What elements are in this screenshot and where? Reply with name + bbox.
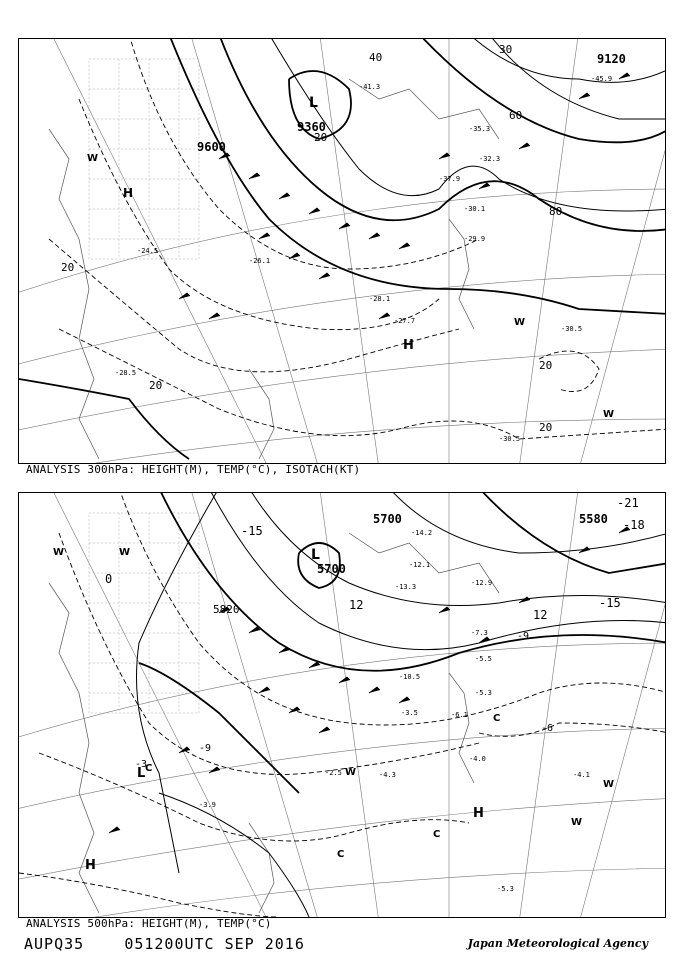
warm-marker: W xyxy=(603,779,615,790)
temp-contour-label: -9 xyxy=(199,743,212,754)
high-pressure-marker: H xyxy=(473,806,484,821)
isotach-label: 20 xyxy=(539,359,553,372)
temperature-value: -28.1 xyxy=(369,295,391,303)
temperature-value: -30.5 xyxy=(499,435,521,443)
temperature-value: -30.1 xyxy=(464,205,486,213)
low-pressure-marker: L xyxy=(309,95,318,111)
warm-marker: W xyxy=(603,409,615,420)
temp-contour-label: -9 xyxy=(517,631,530,642)
height-label: 5700 xyxy=(373,512,402,526)
cold-marker: C xyxy=(337,849,345,860)
terrain-mask xyxy=(89,513,199,713)
temp-contour-label: -3 xyxy=(135,759,148,770)
height-contours xyxy=(19,39,665,459)
temperature-value: -14.2 xyxy=(411,529,433,537)
temperature-value: -3.9 xyxy=(199,801,216,809)
warm-marker: W xyxy=(345,767,357,778)
temperature-value: -5.3 xyxy=(497,885,514,893)
temp-contour-label: -6 xyxy=(541,723,554,734)
temp-contour-label: -15 xyxy=(599,596,621,610)
temperature-value: -35.3 xyxy=(469,125,491,133)
height-label: 5820 xyxy=(213,603,240,616)
longitude-lines xyxy=(49,493,665,917)
cold-marker: C xyxy=(433,829,441,840)
isotach-label: 40 xyxy=(369,51,383,64)
map-300hpa-canvas xyxy=(19,39,665,463)
warm-marker: W xyxy=(53,547,65,558)
panel-300hpa-caption: ANALYSIS 300hPa: HEIGHT(M), TEMP(°C), ISOTACH(KT) xyxy=(26,463,361,476)
low-pressure-marker: L xyxy=(311,547,320,563)
valid-datetime: 051200UTC SEP 2016 xyxy=(124,935,305,953)
warm-marker: W xyxy=(571,817,583,828)
temp-contour-label: 12 xyxy=(533,608,548,622)
cold-marker: C xyxy=(145,763,153,774)
temperature-value: -4.0 xyxy=(469,755,486,763)
isotach-label: 20 xyxy=(314,131,328,144)
temperature-value: -5.3 xyxy=(475,689,492,697)
cold-marker: C xyxy=(493,713,501,724)
temp-contour-label: -18 xyxy=(623,518,645,532)
height-label: 5700 xyxy=(317,562,346,576)
coastlines xyxy=(49,79,499,459)
temperature-solid-contours xyxy=(137,493,666,917)
temperature-value: -29.9 xyxy=(464,235,486,243)
temp-contour-label: 12 xyxy=(349,598,364,612)
temp-contour-label: -15 xyxy=(241,524,263,538)
temp-contour-label: -21 xyxy=(617,496,639,510)
high-pressure-marker: H xyxy=(123,186,134,200)
temperature-value: -4.3 xyxy=(379,771,396,779)
map-panel-500hpa xyxy=(18,492,666,918)
latitude-lines xyxy=(19,643,665,917)
temperature-value: -32.3 xyxy=(479,155,501,163)
height-contours xyxy=(139,493,665,793)
height-label: 5580 xyxy=(579,512,608,526)
temperature-value: -24.5 xyxy=(137,247,159,255)
high-pressure-marker: H xyxy=(403,338,414,353)
warm-marker: W xyxy=(119,547,131,558)
panel-500hpa-caption: ANALYSIS 500hPa: HEIGHT(M), TEMP(°C) xyxy=(26,917,272,930)
temperature-value: -45.9 xyxy=(591,75,613,83)
map-panel-300hpa xyxy=(18,38,666,464)
agency-name: Japan Meteorological Agency xyxy=(467,937,648,950)
height-label: 9120 xyxy=(597,52,626,66)
temperature-value: -30.5 xyxy=(561,325,583,333)
isotach-label: 60 xyxy=(509,109,523,122)
temperature-value: -6.1 xyxy=(451,711,468,719)
chart-identifier xyxy=(24,935,305,953)
isotach-label: 20 xyxy=(539,421,553,434)
isotach-label: 30 xyxy=(499,43,513,56)
temperature-value: -28.5 xyxy=(115,369,137,377)
height-label: 9360 xyxy=(297,120,326,134)
temperature-value: -3.5 xyxy=(401,709,418,717)
temperature-value: -12.9 xyxy=(471,579,493,587)
map-500hpa-canvas xyxy=(19,493,665,917)
isotach-label: 80 xyxy=(549,205,563,218)
warm-marker: W xyxy=(514,317,526,328)
isotach-label: 20 xyxy=(61,261,75,274)
chart-id: AUPQ35 xyxy=(24,935,85,953)
temperature-value: -41.3 xyxy=(359,83,381,91)
temperature-value: -4.1 xyxy=(573,771,590,779)
warm-marker: W xyxy=(87,153,99,164)
temperature-value: -12.1 xyxy=(409,561,431,569)
temperature-value: -2.5 xyxy=(325,769,342,777)
temp-contour-label: 0 xyxy=(105,572,113,586)
high-pressure-marker: H xyxy=(85,858,96,873)
isotach-label: 20 xyxy=(149,379,163,392)
temperature-value: -5.5 xyxy=(475,655,492,663)
station-wind-barbs xyxy=(179,73,630,319)
temperature-value: -10.5 xyxy=(399,673,421,681)
temperature-value: -13.3 xyxy=(395,583,417,591)
low-pressure-marker: L xyxy=(137,766,146,781)
coastlines xyxy=(49,533,499,913)
height-label: 9600 xyxy=(197,140,226,154)
temperature-value: -27.7 xyxy=(394,317,416,325)
temperature-value: -7.3 xyxy=(471,629,488,637)
temperature-value: -37.9 xyxy=(439,175,461,183)
temperature-value: -26.1 xyxy=(249,257,271,265)
